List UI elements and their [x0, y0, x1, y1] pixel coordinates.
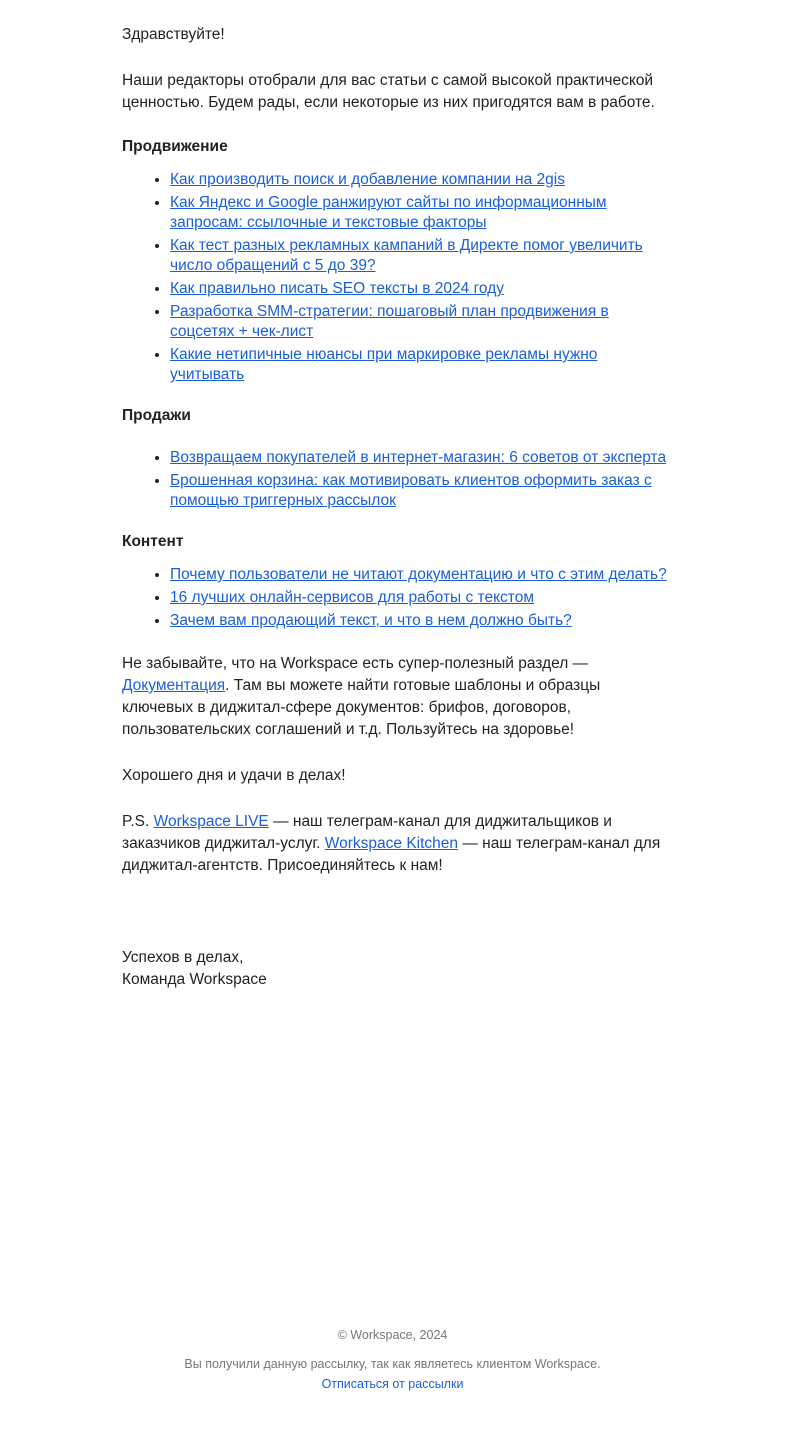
- list-item: [170, 193, 667, 233]
- article-link[interactable]: Разработка SMM-стратегии: пошаговый план продвижения в соцсетях + чек-лист: [170, 303, 609, 340]
- section-title-sales: Продажи: [122, 407, 191, 424]
- footer-reason: Вы получили данную рассылку, так как являетесь клиентом Workspace.: [184, 1357, 601, 1371]
- unsubscribe-link[interactable]: Отписаться от рассылки: [321, 1377, 464, 1391]
- documentation-link[interactable]: Документация: [122, 677, 226, 694]
- sales-article-list: [122, 448, 667, 511]
- article-link[interactable]: Как производить поиск и добавление компании на 2gis: [170, 171, 565, 188]
- workspace-live-link[interactable]: Workspace LIVE: [153, 813, 269, 830]
- list-item: [170, 471, 667, 511]
- ps-suffix-text: — наш телеграм-канал для диджитал-агентств. Присоединяйтесь к нам!: [122, 835, 661, 874]
- article-link[interactable]: Возвращаем покупателей в интернет-магазин: 6 советов от эксперта: [170, 449, 667, 466]
- good-day-text: Хорошего дня и удачи в делах!: [122, 767, 346, 784]
- intro-text: Наши редакторы отобрали для вас статьи с самой высокой практической ценностью. Будем рады, если некоторые из них пригодятся вам в работе.: [122, 72, 655, 111]
- article-link[interactable]: Как тест разных рекламных кампаний в Директе помог увеличить число обращений с 5 до 39?: [170, 237, 643, 274]
- list-item: [170, 279, 667, 299]
- docs-text-after: . Там вы можете найти готовые шаблоны и образцы ключевых в диджитал-сфере документов: брифов, договоров, пользовательских соглашений и т.д. Пользуйтесь на здоровье!: [122, 677, 601, 738]
- list-item: [170, 302, 667, 342]
- list-item: [170, 448, 667, 468]
- docs-text-before: Не забывайте, что на Workspace есть супер-полезный раздел —: [122, 655, 589, 672]
- signoff-line: Успехов в делах,: [122, 949, 244, 966]
- article-link[interactable]: Брошенная корзина: как мотивировать клиентов оформить заказ с помощью триггерных рассылок: [170, 472, 652, 509]
- ps-paragraph: [122, 811, 667, 877]
- documentation-paragraph: [122, 653, 667, 741]
- list-item: [170, 565, 667, 585]
- article-link[interactable]: Как правильно писать SEO тексты в 2024 году: [170, 280, 504, 297]
- footer-unsubscribe-container: [0, 1374, 785, 1394]
- article-link[interactable]: Как Яндекс и Google ранжируют сайты по информационным запросам: ссылочные и текстовые факторы: [170, 194, 607, 231]
- footer-copyright: © Workspace, 2024: [337, 1328, 448, 1342]
- article-link[interactable]: 16 лучших онлайн-сервисов для работы с текстом: [170, 589, 535, 606]
- list-item: [170, 588, 667, 608]
- workspace-kitchen-link[interactable]: Workspace Kitchen: [324, 835, 459, 852]
- ps-middle-text: — наш телеграм-канал для диджитальщиков и заказчиков диджитал-услуг.: [122, 813, 612, 852]
- greeting: Здравствуйте!: [122, 26, 225, 43]
- article-link[interactable]: Зачем вам продающий текст, и что в нем должно быть?: [170, 612, 572, 629]
- list-item: [170, 611, 667, 631]
- section-title-promotion: Продвижение: [122, 138, 228, 155]
- list-item: [170, 345, 667, 385]
- email-body: [122, 24, 667, 991]
- ps-prefix: P.S.: [122, 813, 154, 830]
- article-link[interactable]: Почему пользователи не читают документацию и что с этим делать?: [170, 566, 667, 583]
- content-article-list: [122, 565, 667, 631]
- signoff-team: Команда Workspace: [122, 971, 267, 988]
- promotion-article-list: [122, 170, 667, 385]
- section-title-content: Контент: [122, 533, 184, 550]
- list-item: [170, 170, 667, 190]
- list-item: [170, 236, 667, 276]
- article-link[interactable]: Какие нетипичные нюансы при маркировке рекламы нужно учитывать: [170, 346, 598, 383]
